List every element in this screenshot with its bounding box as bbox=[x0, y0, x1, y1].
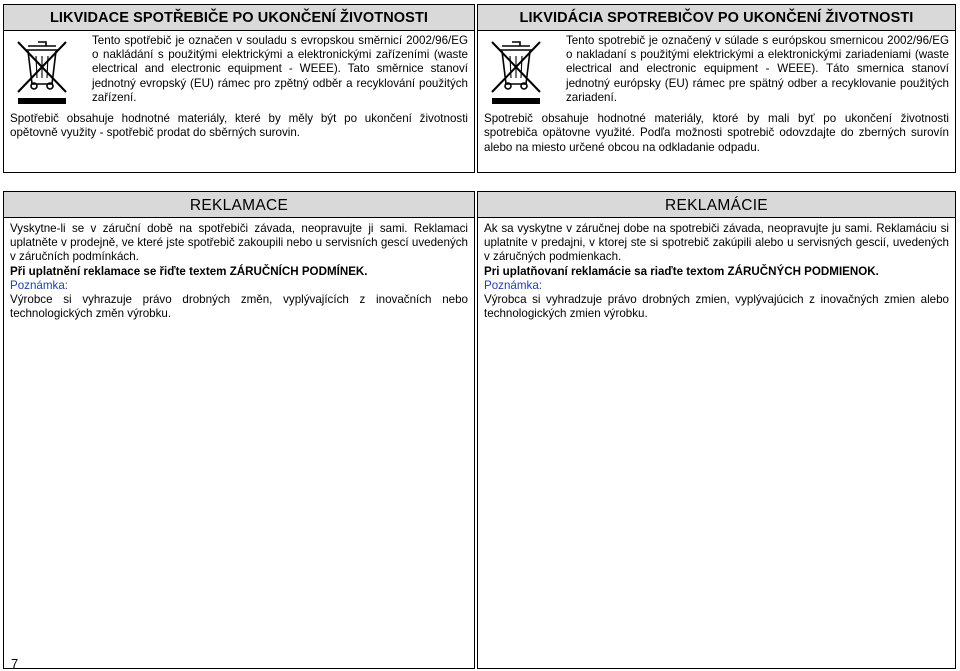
column-slovak bbox=[477, 4, 956, 669]
disposal-box-sk bbox=[477, 31, 956, 173]
claims-title-sk: REKLAMÁCIE bbox=[477, 191, 956, 218]
disposal-text1-sk: Tento spotrebič je označený v súlade s európskou smernicou 2002/96/EG o nakladaní s použitými elektrickými a elektronickými zariadeniami (waste electrical and electronic equipment - WEEE). Táto smernica stanoví jednotný európsky (EU) rámec pre spätný odber a recyklovanie použitých zariadení. bbox=[566, 34, 949, 104]
note-label-cz: Poznámka: bbox=[10, 278, 68, 292]
disposal-text2-sk: Spotrebič obsahuje hodnotné materiály, ktoré by mali byť po ukončení životnosti spotrebiča opätovne využité. Podľa možnosti spotrebič odovzdajte do zberných surovín alebo na miesto určené obcou na odkladanie odpadu. bbox=[484, 112, 949, 154]
claims-title-cz: REKLAMACE bbox=[3, 191, 475, 218]
page-number: 7 bbox=[11, 656, 19, 671]
disposal-box-cz bbox=[3, 31, 475, 173]
weee-bin-icon bbox=[10, 34, 88, 110]
claims-text1-cz: Vyskytne-li se v záruční době na spotřebiči závada, neopravujte ji sami. Reklamaci uplatněte v prodejně, ve které jste spotřebič zakoupili nebo u servisních gescí uvedených v záručních podmínkách. bbox=[10, 222, 468, 264]
claims-text2-cz: Při uplatnění reklamace se řiďte textem ZÁRUČNÍCH PODMÍNEK. bbox=[10, 264, 368, 278]
note-text-sk: Výrobca si vyhradzuje právo drobných zmien, vyplývajúcich z inovačných zmien alebo technologických zmien výrobku. bbox=[484, 293, 949, 321]
claims-text1-sk: Ak sa vyskytne v záručnej dobe na spotrebiči závada, neopravujte ju sami. Reklamáciu si uplatnite v predajni, v ktorej ste si spotrebič zakúpili alebo u servisných gescií, uvedených v záručných podmienkach. bbox=[484, 222, 949, 264]
claims-box-cz bbox=[3, 218, 475, 669]
note-label-sk: Poznámka: bbox=[484, 278, 542, 292]
disposal-text1-cz: Tento spotřebič je označen v souladu s evropskou směrnicí 2002/96/EG o nakládání s použitými elektrickými a elektronickými zařízeními (waste electrical and electronic equipment - WEEE). Tato směrnice stanoví jednotný evropský (EU) rámec pro zpětný odběr a recyklování použitých zařízení. bbox=[92, 34, 468, 104]
disposal-title-sk: LIKVIDÁCIA SPOTREBIČOV PO UKONČENÍ ŽIVOTNOSTI bbox=[477, 4, 956, 31]
column-czech bbox=[3, 4, 475, 669]
note-text-cz: Výrobce si vyhrazuje právo drobných změn, vyplývajících z inovačních nebo technologických změn výrobku. bbox=[10, 293, 468, 321]
disposal-text2-cz: Spotřebič obsahuje hodnotné materiály, které by měly být po ukončení životnosti opětovně využity - spotřebič prodat do sběrných surovin. bbox=[10, 112, 468, 140]
weee-bin-icon bbox=[484, 34, 562, 110]
claims-text2-sk: Pri uplatňovaní reklamácie sa riaďte textom ZÁRUČNÝCH PODMIENOK. bbox=[484, 264, 879, 278]
disposal-title-cz: LIKVIDACE SPOTŘEBIČE PO UKONČENÍ ŽIVOTNOSTI bbox=[3, 4, 475, 31]
claims-box-sk bbox=[477, 218, 956, 669]
